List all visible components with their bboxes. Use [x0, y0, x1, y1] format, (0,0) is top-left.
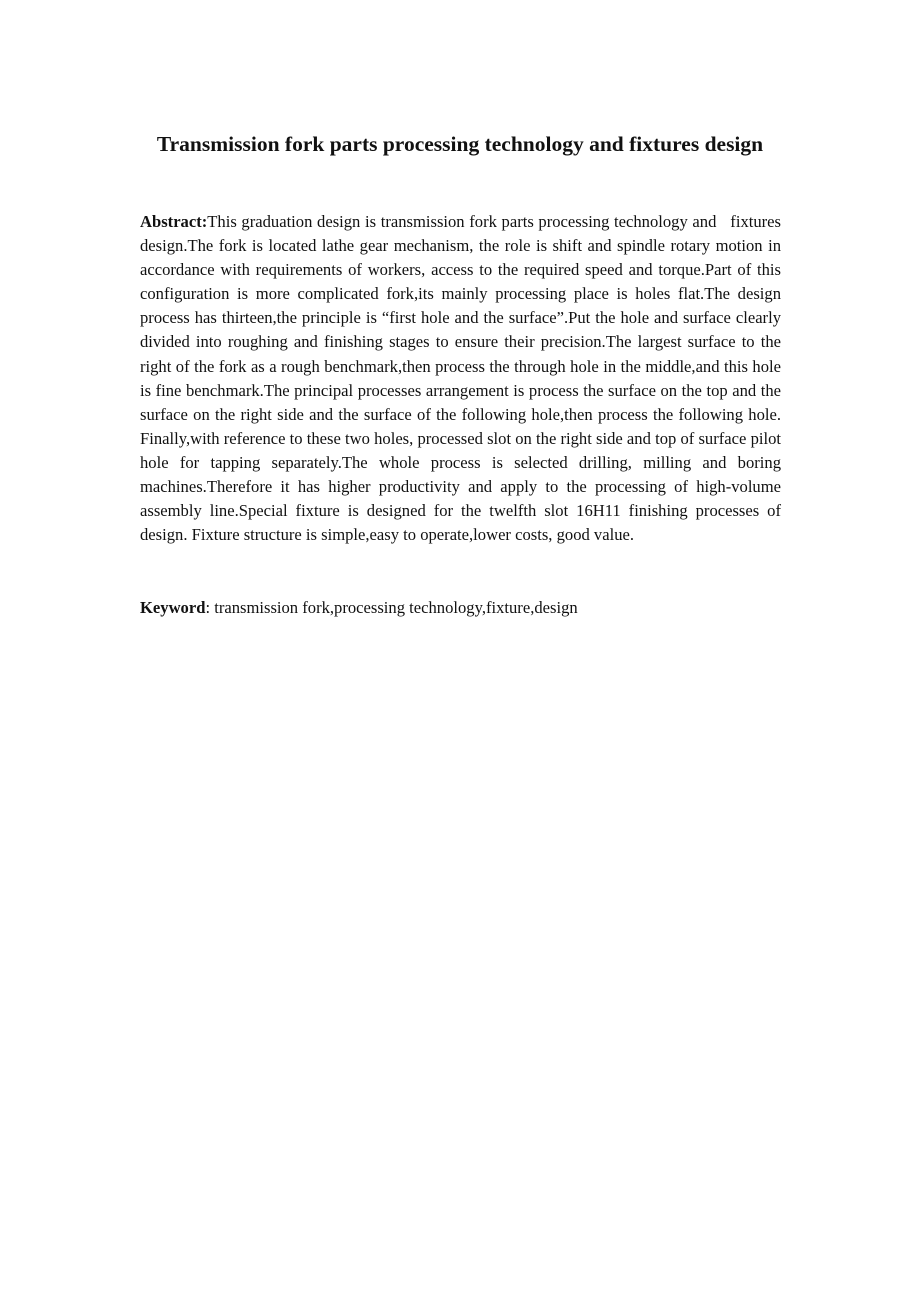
abstract-label: Abstract: — [140, 212, 208, 231]
keyword-text: : transmission fork,processing technology,fixture,design — [205, 598, 578, 617]
abstract-paragraph — [140, 210, 781, 547]
keyword-label: Keyword — [140, 598, 206, 617]
abstract-text: This graduation design is transmission fork parts processing technology and fixtures design.The fork is located lathe gear mechanism, the role is shift and spindle rotary motion in accordance with requirements of workers, access to the required speed and torque.Part of this configuration is more complicated fork,its mainly processing place is holes flat.The design process has thirteen,the principle is “first hole and the surface”.Put the hole and surface clearly divided into roughing and finishing stages to ensure their precision.The largest surface to the right of the fork as a rough benchmark,then process the through hole in the middle,and this hole is fine benchmark.The principal processes arrangement is process the surface on the top and the surface on the right side and the surface of the following hole,then process the following hole. Finally,with reference to these two holes, processed slot on the right side and top of surface pilot hole for tapping separately.The whole process is selected drilling, milling and boring machines.Therefore it has higher productivity and apply to the processing of high-volume assembly line.Special fixture is designed for the twelfth slot 16H11 finishing processes of design. Fixture structure is simple,easy to operate,lower costs, good value. — [140, 212, 781, 545]
keyword-line — [140, 596, 781, 620]
paper-title: Transmission fork parts processing technology and fixtures design — [156, 132, 764, 156]
